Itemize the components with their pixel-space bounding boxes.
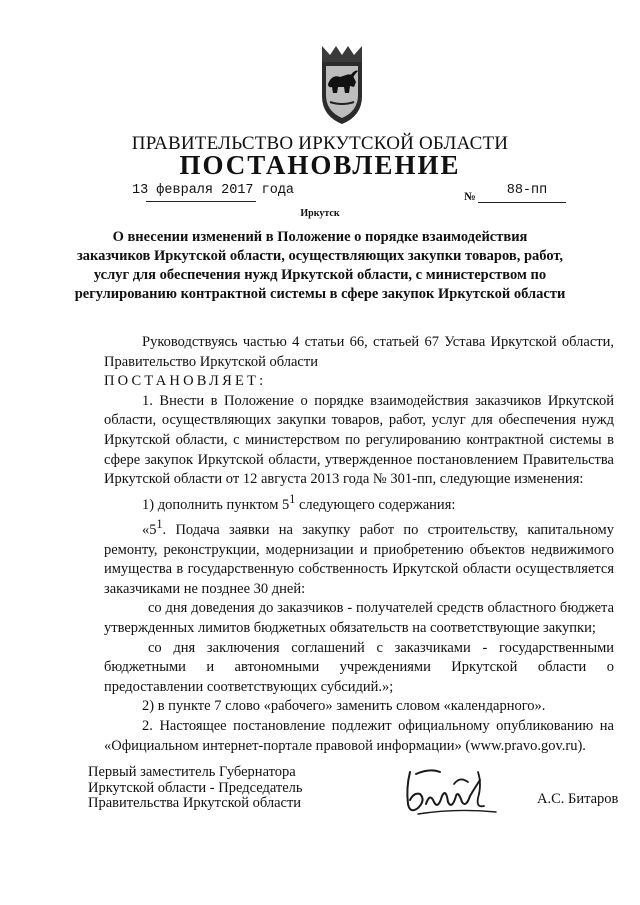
- quoted-clause-paragraph: «$5^1$. Подача заявки на закупку работ по строительству, капитальному ремонту, реконструкции, модернизации и приобретению объектов недвижимого имущества в государственную собственность Иркутской области осуществляется заказчиками не позднее 30 дней:: [104, 517, 614, 597]
- irkutsk-coat-of-arms-icon: [306, 40, 378, 128]
- subitem-1-paragraph: 1) дополнить пунктом $5^1$ следующего содержания:: [142, 491, 456, 513]
- document-number: 88-пп: [506, 183, 548, 198]
- document-body: [104, 333, 614, 756]
- government-name: ПРАВИТЕЛЬСТВО ИРКУТСКОЙ ОБЛАСТИ: [131, 133, 509, 154]
- document-date: 13 февраля 2017 года: [132, 183, 295, 198]
- subitem-2-paragraph: 2) в пункте 7 слово «рабочего» заменить словом «календарного».: [142, 698, 546, 715]
- number-underline: [478, 202, 566, 203]
- signatory-name: А.С. Битаров: [537, 791, 619, 807]
- dash-item-2: со дня заключения соглашений с заказчиками - государственными бюджетными и автономными учреждениями Иркутской области о предоставлении соответствующих субсидий.»;: [104, 639, 614, 695]
- resolves-heading: ПОСТАНОВЛЯЕТ:: [104, 373, 267, 390]
- item-1-paragraph: 1. Внести в Положение о порядке взаимодействия заказчиков Иркутской области, осуществляющих закупки товаров, работ, услуг для обеспечения нужд Иркутской области, с министерством по регулированию контрактной системы в сфере закупок Иркутской области, утвержденное постановлением Правительства Иркутской области от 12 августа 2013 года № 301-пп, следующие изменения:: [104, 392, 614, 488]
- document-title: [0, 228, 640, 304]
- handwritten-signature: [396, 762, 506, 820]
- title-line: услуг для обеспечения нужд Иркутской области, с министерством по: [93, 267, 547, 283]
- city-name: Иркутск: [300, 208, 340, 219]
- title-line: заказчиков Иркутской области, осуществляющих закупки товаров, работ,: [76, 248, 564, 264]
- document-type: ПОСТАНОВЛЕНИЕ: [179, 150, 461, 180]
- title-line: О внесении изменений в Положение о порядке взаимодействия: [112, 229, 528, 245]
- signatory-position: Первый заместитель Губернатора Иркутской области - Председатель Правительства Иркутской области: [88, 764, 303, 811]
- number-sign: №: [464, 191, 476, 203]
- dash-item-1: со дня доведения до заказчиков - получателей средств областного бюджета утвержденных лимитов бюджетных обязательств на соответствующие закупки;: [104, 600, 614, 636]
- item-2-paragraph: 2. Настоящее постановление подлежит официальному опубликованию на «Официальном интернет-портале правовой информации» (www.pravo.gov.ru).: [104, 717, 614, 754]
- title-line: регулированию контрактной системы в сфере закупок Иркутской области: [74, 286, 566, 302]
- date-underline: [146, 201, 256, 202]
- preamble-paragraph: Руководствуясь частью 4 статьи 66, статьей 67 Устава Иркутской области, Правительство Иркутской области: [104, 334, 614, 370]
